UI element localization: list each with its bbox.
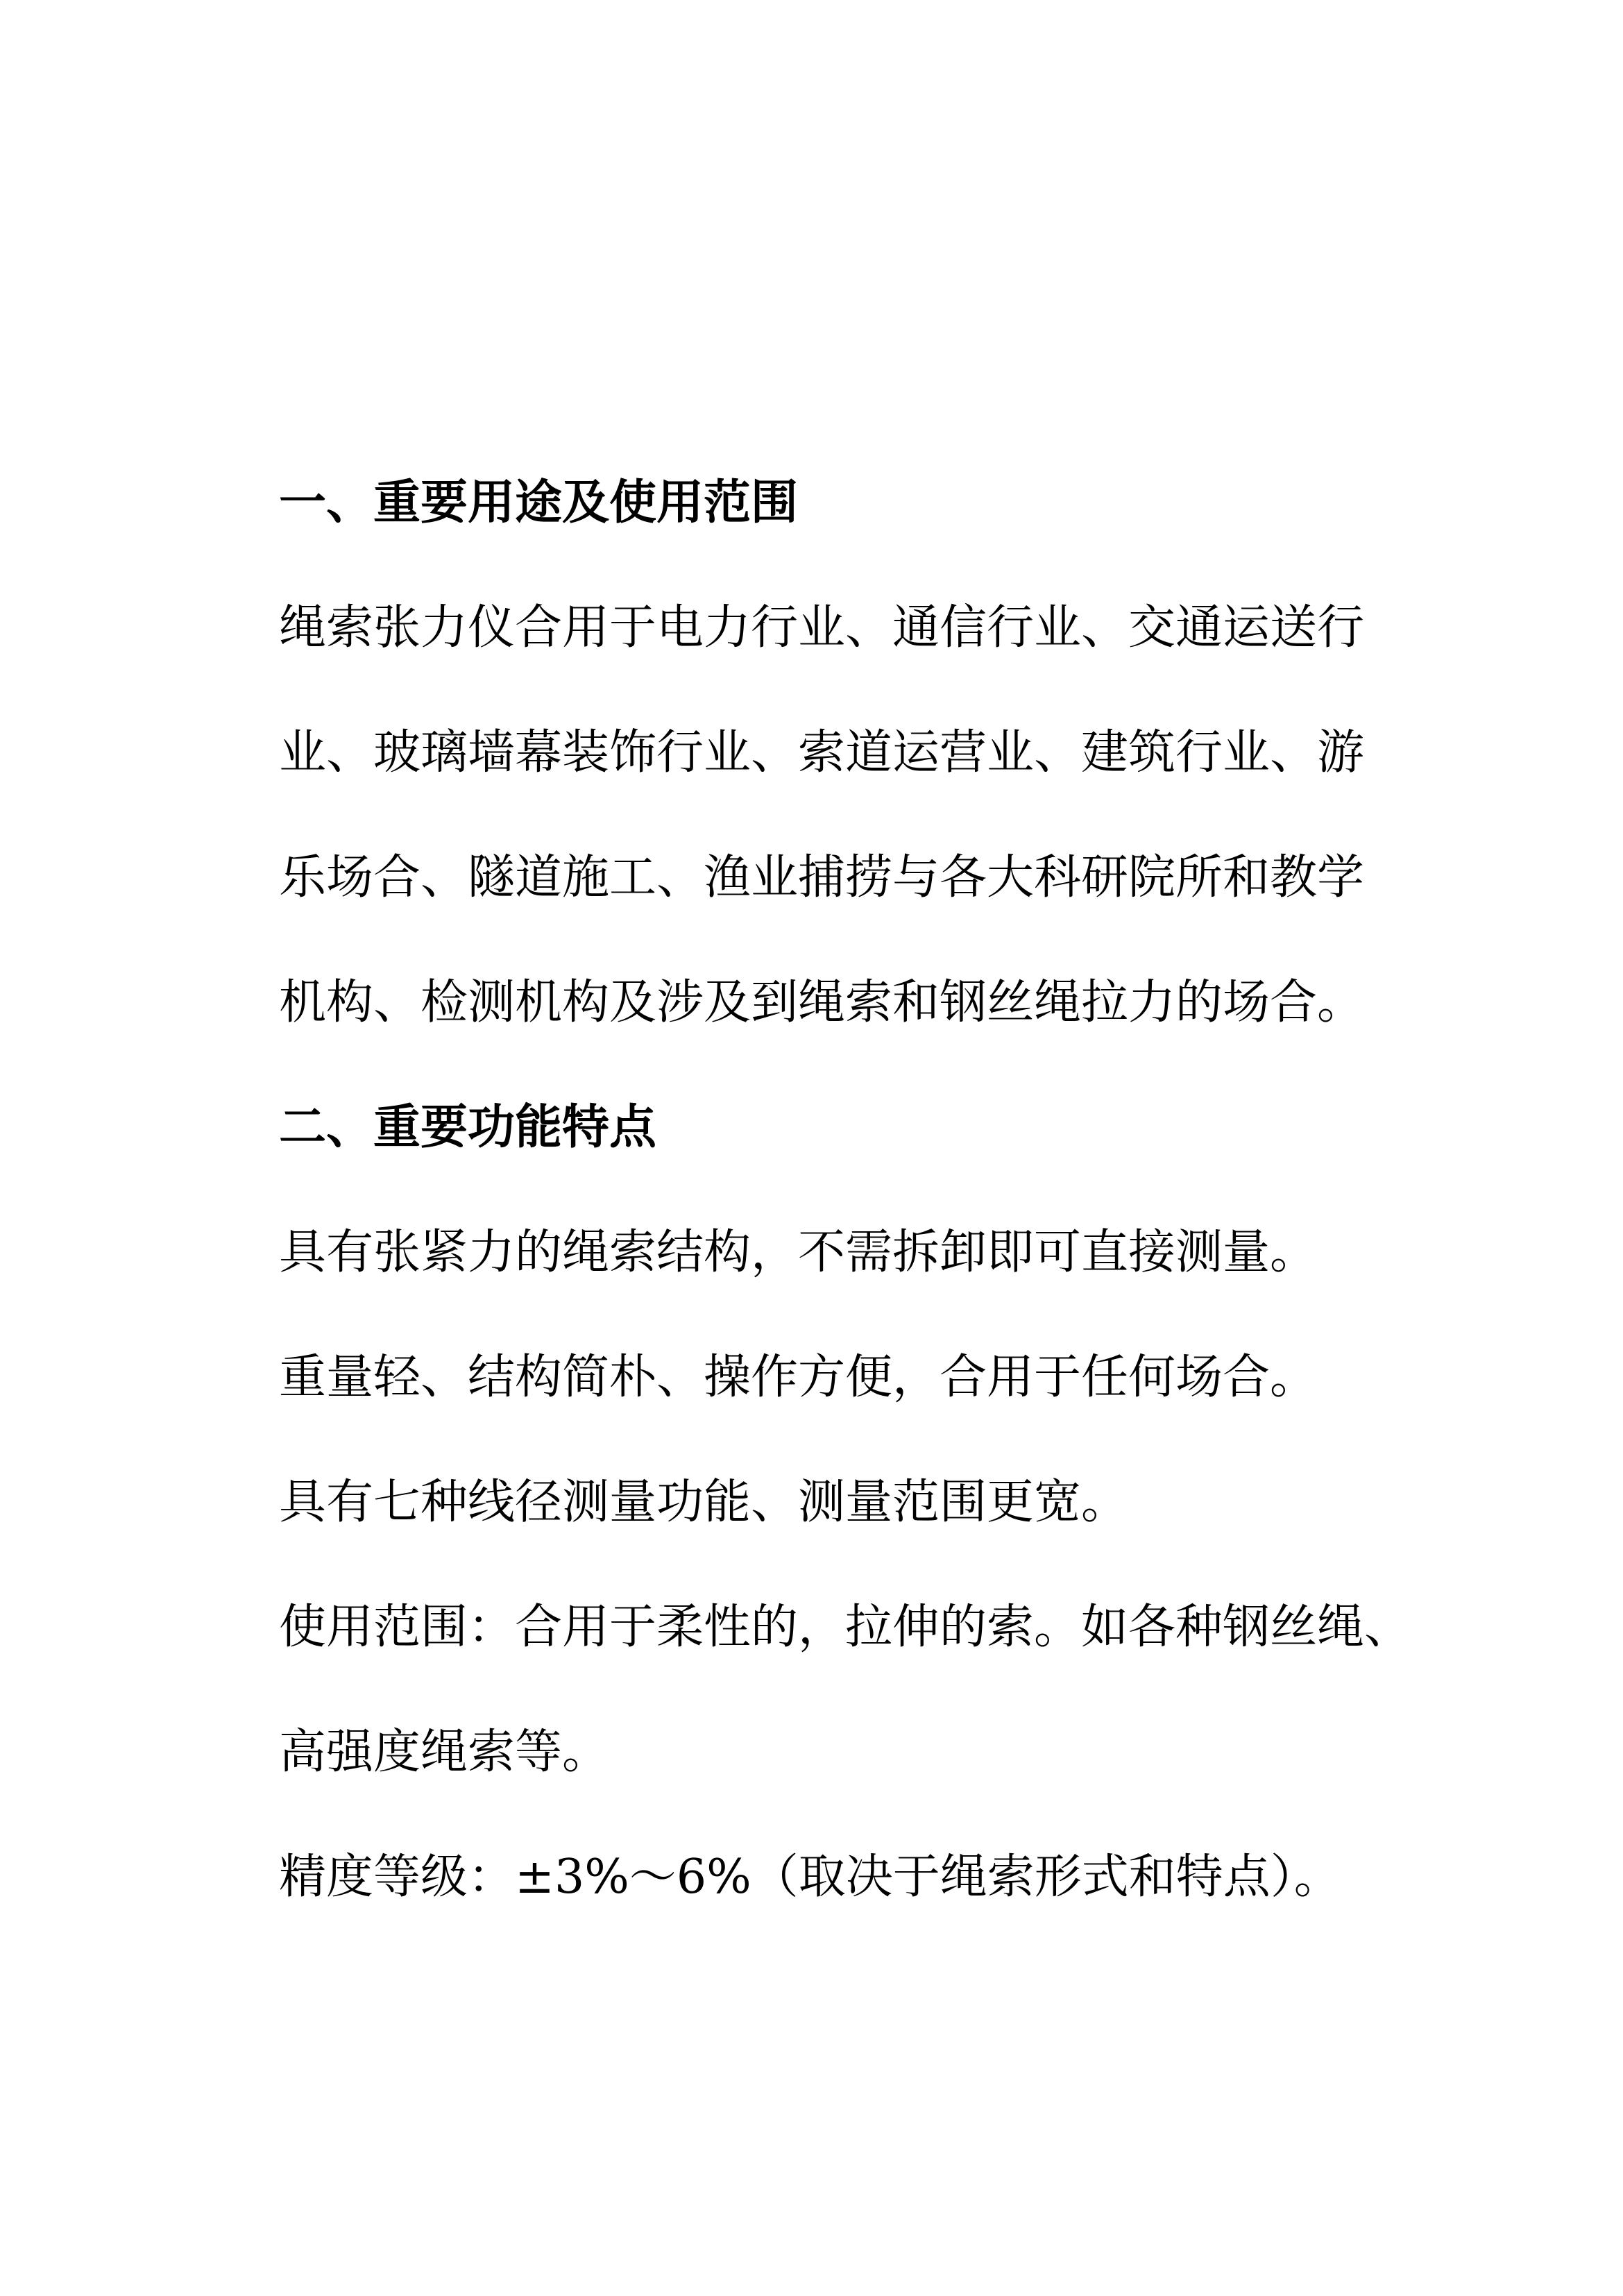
paragraph-line: 乐场合、隧道施工、渔业捕捞与各大科研院所和教学 [279,850,1365,905]
feature-item-light-weight: 重量轻、结构简朴、操作方便，合用于任何场合。 [279,1350,1318,1405]
paragraph-line: 使用范围：合用于柔性的，拉伸的索。如各种钢丝绳、 [279,1600,1412,1655]
section-1-heading: 一、重要用途及使用范围 [279,475,799,530]
feature-item-accuracy-class: 精度等级：±3%～6%（取决于绳索形式和特点）。 [279,1850,1341,1905]
feature-item-rope-structure: 具有张紧力的绳索结构，不需拆卸即可直接测量。 [279,1225,1318,1280]
paragraph-line: 高强度绳索等。 [279,1725,610,1780]
paragraph-line: 绳索张力仪合用于电力行业、通信行业、交通运送行 [279,600,1365,655]
feature-item-diameter-functions: 具有七种线径测量功能、测量范围更宽。 [279,1475,1129,1530]
paragraph-line: 机构、检测机构及涉及到绳索和钢丝绳拉力的场合。 [279,975,1365,1030]
paragraph-line: 业、玻璃墙幕装饰行业、索道运营业、建筑行业、游 [279,725,1365,780]
section-2-heading: 二、重要功能特点 [279,1100,657,1155]
